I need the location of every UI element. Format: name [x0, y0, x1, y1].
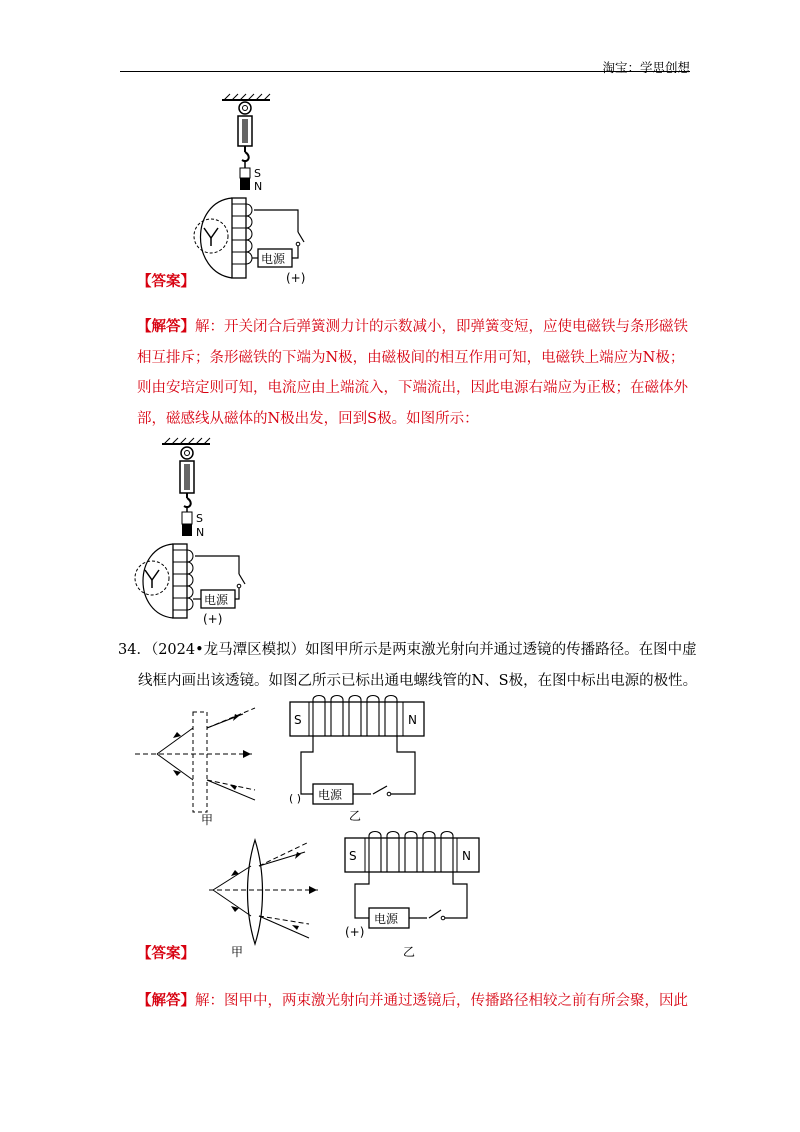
analysis-tag: 【解答】 [137, 993, 195, 1009]
analysis-paragraph [137, 312, 697, 434]
analysis-text: 解：图甲中，两束激光射向并通过透镜后，传播路径相较之前有所会聚，因此 [195, 993, 688, 1009]
polarity-label: (+) [286, 271, 306, 285]
question-line-1: 34．（2024•龙马潭区模拟）如图甲所示是两束激光射向并通过透镜的传播路径。在图中虚 [118, 642, 697, 658]
page-header: 淘宝：学思创想 [602, 60, 690, 75]
analysis-paragraph [137, 986, 717, 1017]
magnet-s-label: S [196, 512, 203, 525]
analysis-text: 解：开关闭合后弹簧测力计的示数减小，即弹簧变短，应使电磁铁与条形磁铁相互排斥；条形磁铁的下端为N极，由磁极间的相互作用可知，电磁铁上端应为N极；则由安培定则可知，电流应由上端流入，下端流出，因此电源右端应为正极；在磁体外部，磁感线从磁体的N极出发，回到S极。如图所示： [137, 319, 688, 427]
question-34 [118, 635, 698, 697]
magnet-n-label: N [196, 526, 205, 539]
answer-tag: 【答案】 [137, 274, 195, 290]
figure-spring-scale-top [160, 92, 360, 285]
label-yi: 乙 [349, 809, 362, 823]
figure-q34-answer [205, 832, 665, 962]
power-label: 电源 [261, 252, 286, 266]
analysis-tag: 【解答】 [137, 319, 195, 335]
figure-q34 [135, 694, 615, 834]
label-jia: 甲 [231, 945, 244, 959]
label-yi: 乙 [403, 945, 416, 959]
label-jia: 甲 [201, 813, 214, 827]
power-label: 电源 [318, 788, 343, 802]
polarity-blank: ( ) [289, 792, 302, 805]
question-line-2: 线框内画出该透镜。如图乙所示已标出通电螺线管的N、S极，在图中标出电源的极性。 [138, 673, 698, 689]
solenoid-s-label: S [349, 849, 357, 863]
magnet-n-label: N [254, 180, 263, 193]
power-label: 电源 [374, 912, 399, 926]
solenoid-s-label: S [294, 713, 302, 727]
header-rule [120, 71, 690, 72]
polarity-label: (+) [203, 612, 223, 626]
answer-tag: 【答案】 [137, 946, 195, 962]
solenoid-n-label: N [408, 713, 417, 727]
power-label: 电源 [204, 593, 229, 607]
solenoid-n-label: N [462, 849, 471, 863]
magnet-s-label: S [254, 167, 261, 180]
figure-spring-scale-answer [115, 436, 315, 626]
polarity-label: (+) [345, 925, 365, 939]
